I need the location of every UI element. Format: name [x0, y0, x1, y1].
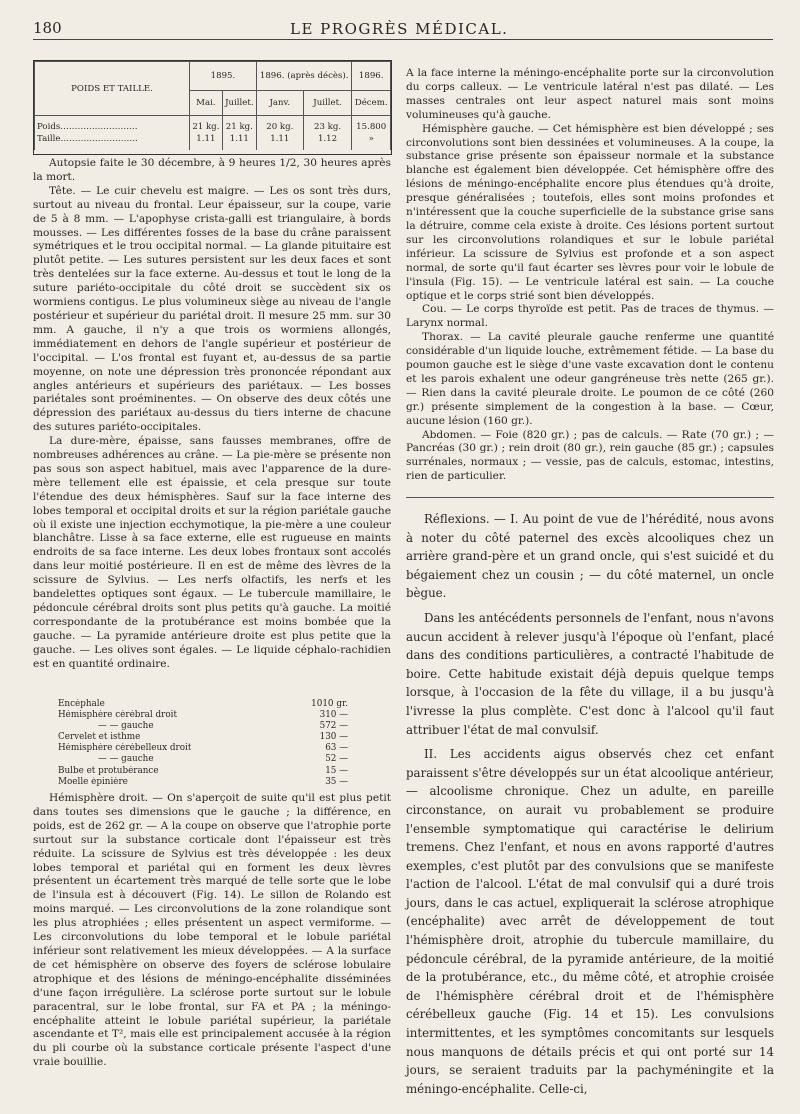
left-column-lower: [33, 792, 391, 1070]
month-header: Janv.: [256, 91, 303, 116]
head-paragraph: Tête. — Le cuir chevelu est maigre. — Les os sont très durs, surtout au niveau du frontal. Leur épaisseur, sur la coupe, varie de 5 à 8 mm. — L'apophyse crista-galli est triangulaire, à bords mousses. — Les différentes fosses de la base du crâne paraissent symétriques et le trou occipital normal. — La glande pituitaire est plutôt petite. — Les sutures persistent sur les deux faces et sont très dentelées sur la face externe. Au-dessus et tout le long de la suture pariéto-occipitale du côté droit se succèdent six os wormiens contigus. Le plus volumineux siège au niveau de l'angle postérieur et supérieur du pariétal droit. Il mesure 25 mm. sur 30 mm. A gauche, il n'y a que trois os wormiens allongés, immédiatement en dehors de l'angle supérieur et postérieur de l'occipital. — L'os frontal est fuyant et, au-dessus de sa partie moyenne, on note une dépression très prononcée répondant aux angles antérieurs et supérieurs des pariétaux. — Les bosses pariétales sont proéminentes. — On observe des deux côtés une dépression des pariétaux au-dessus du tiers interne de chacune des sutures pariéto-occipitales.: [33, 184, 391, 434]
list-item: — — gauche 52 —: [98, 754, 348, 765]
header-rule: [33, 39, 773, 40]
table-cell: 1.11: [190, 133, 223, 150]
list-item: Hémisphère cérébral droit 310 —: [58, 710, 348, 721]
autopsy-paragraph: Autopsie faite le 30 décembre, à 9 heures 1/2, 30 heures après la mort.: [33, 157, 391, 183]
weight-height-table: [33, 60, 392, 155]
year-header: 1896. (après décès).: [256, 62, 352, 91]
table-cell: 21 kg.: [190, 116, 223, 134]
year-header: 1895.: [190, 62, 257, 91]
left-hemisphere-paragraph: Hémisphère gauche. — Cet hémisphère est bien développé ; ses circonvolutions sont bien dessinées et volumineuses. A la coupe, la substance grise présente son épaisseur normale et la substance blanche est également bien développée. Cet hémisphère offre des lésions de méningo-encéphalite encore plus étendues qu'à droite, presque généralisées ; toutefois, elles sont moins profondes et n'intéressent que la couche superficielle de la substance grise sans la détruire, comme cela existe à droite. Ces lésions portent surtout sur les circonvolutions rolandiques et sur le lobule pariétal inférieur. La scissure de Sylvius est profonde et a son aspect normal, de sorte qu'il faut écarter ses lèvres pour voir le lobule de l'insula (Fig. 15). — Le ventricule latéral est sain. — La couche optique et le corps strié sont bien développés.: [406, 122, 774, 302]
page-number: 180: [33, 19, 62, 37]
table-row-label: Taille………………………: [35, 133, 190, 150]
list-item: Encéphale 1010 gr.: [58, 699, 348, 709]
abdomen-paragraph: Abdomen. — Foie (820 gr.) ; pas de calculs. — Rate (70 gr.) ; — Pancréas (30 gr.) ; rein droit (80 gr.), rein gauche (85 gr.) ; capsules surrénales, normaux ; — vessie, pas de calculs, estomac, intestins, rien de particulier.: [406, 428, 774, 483]
table-row: [35, 116, 391, 134]
year-header: 1896.: [352, 62, 391, 91]
month-header: Décem.: [352, 91, 391, 116]
reflection-paragraph-3: II. Les accidents aigus observés chez cet enfant paraissent s'être développés sur un état alcoolique antérieur, — alcoolisme chronique. Chez un adulte, en pareille circonstance, on aurait vu probablement se produire l'ensemble symptomatique qui caractérise le delirium tremens. Chez l'enfant, et nous en avons rapporté d'autres exemples, c'est plutôt par des convulsions que se manifeste l'action de l'alcool. L'état de mal convulsif qui a duré trois jours, dans le cas actuel, expliquerait la sclérose atrophique (encéphalite) avec arrêt de développement de tout l'hémisphère droit, atrophie du tubercule mamillaire, du pédoncule cérébral, de la pyramide antérieure, de la moitié de la protubérance, etc., du même côté, et atrophie croisée de l'hémisphère cérébral droit et de l'hémisphère cérébelleux gauche (Fig. 14 et 15). Les convulsions intermittentes, et les symptômes concomitants sur lesquels nous manquons de détails précis et qui ont porté sur 14 jours, se seraient traduits par la pachyméningite et la méningo-encéphalite. Celle-ci,: [406, 747, 774, 1096]
table-row-label-header: POIDS ET TAILLE.: [35, 62, 190, 116]
dura-mater-paragraph: La dure-mère, épaisse, sans fausses membranes, offre de nombreuses adhérences au crâne. — La pie-mère se présente non pas sous son aspect habituel, mais avec l'apparence de la dure-mère tellement elle est épaissie, et cela presque sur toute l'étendue des deux hémisphères. Sauf sur la face interne des lobes temporal et occipital droits et sur la région pariétale gauche où il existe une injection ecchymotique, la pie-mère a une couleur blanchâtre. Lisse à sa face externe, elle est rugueuse en maints endroits de sa face interne. Les deux lobes frontaux sont accolés dans leur moitié postérieure. Il en est de même des lèvres de la scissure de Sylvius. — Les nerfs olfactifs, les nerfs et les bandelettes optiques sont égaux. — Le tubercule mamillaire, le pédoncule cérébral droits sont plus petits qu'à gauche. La moitié correspondante de la protubérance est moins bombée que la gauche. — La pyramide antérieure droite est plus petite que la gauche. — Les olives sont égales. — Le liquide céphalo-rachidien est en quantité ordinaire.: [33, 435, 391, 670]
table-cell: 20 kg.: [256, 116, 303, 134]
reflection-paragraph-2: Dans les antécédents personnels de l'enfant, nous n'avons aucun accident à relever jusqu'à l'époque où l'enfant, placé dans des conditions particulières, a contracté l'habitude de boire. Cette habitude existait déjà depuis quelque temps lorsque, à l'occasion de la fête du village, il a bu jusqu'à l'ivresse la plus complète. C'est donc à l'alcool qu'il faut attribuer l'état de mal convulsif.: [406, 610, 774, 737]
month-header: Juillet.: [303, 91, 352, 116]
table-cell: 15.800: [352, 116, 391, 134]
paragraph: A la face interne la méningo-encéphalite porte sur la circonvolution du corps calleux. — Le ventricule latéral n'est pas dilaté. — Les masses centrales ont leur aspect naturel mais sont moins volumineuses qu'à gauche.: [406, 67, 774, 121]
list-item: Moelle épinière 35 —: [58, 776, 348, 787]
table-row-label: Poids………………………: [35, 116, 190, 134]
table-cell: 21 kg.: [222, 116, 256, 134]
table-cell: 23 kg.: [303, 116, 352, 134]
list-item: Bulbe et protubérance 15 —: [58, 765, 348, 776]
left-column: [33, 157, 391, 672]
neck-paragraph: Cou. — Le corps thyroïde est petit. Pas de traces de thymus. — Larynx normal.: [406, 303, 774, 330]
reflection-paragraph-1: Réflexions. — I. Au point de vue de l'hérédité, nous avons à noter du côté paternel des excès alcooliques chez un arrière grand-père et un grand oncle, qui s'est suicidé et du bégaiement chez un cousin ; — du côté maternel, un oncle bègue.: [406, 512, 774, 601]
right-hemisphere-paragraph: Hémisphère droit. — On s'aperçoit de suite qu'il est plus petit dans toutes ses dimensions que le gauche ; la différence, en poids, est de 262 gr. — A la coupe on observe que l'atrophie porte surtout sur la substance corticale dont l'épaisseur est très réduite. La scissure de Sylvius est très développée : les deux lobes temporal et pariétal qui en forment les deux lèvres présentent un écartement très marqué de telle sorte que le lobe de l'insula est à découvert (Fig. 14). Le sillon de Rolando est moins marqué. — Les circonvolutions de la zone rolandique sont les plus atrophiées ; elles présentent un aspect vermiforme. — Les circonvolutions du lobe temporal et le lobule pariétal inférieur sont relativement les mieux développées. — A la surface de cet hémisphère on observe des foyers de sclérose lobulaire atrophique et des lésions de méningo-encéphalite disséminées d'une façon irrégulière. La sclérose porte surtout sur le lobule paracentral, sur le lobe frontal, sur FA et PA ; la méningo-encéphalite atteint le lobule pariétal supérieur, la pariétale ascendante et T², mais elle est principalement accusée à la région du pli courbe où la substance corticale présente l'aspect d'une vraie bouillie.: [33, 792, 391, 1069]
brain-weights-list: [58, 699, 348, 788]
table-cell: »: [352, 133, 391, 150]
list-item: — — gauche 572 —: [98, 721, 348, 732]
month-header: Mai.: [190, 91, 223, 116]
month-header: Juillet.: [222, 91, 256, 116]
table-cell: 1.12: [303, 133, 352, 150]
right-column-top: [406, 67, 774, 484]
journal-title: LE PROGRÈS MÉDICAL.: [290, 20, 509, 38]
table-row: [35, 133, 391, 150]
list-item: Hémisphère cérébelleux droit 63 —: [58, 743, 348, 754]
thorax-paragraph: Thorax. — La cavité pleurale gauche renferme une quantité considérable d'un liquide louche, extrêmement fétide. — La base du poumon gauche est le siège d'une vaste excavation dont le contenu et les parois exhalent une odeur gangréneuse très nette (265 gr.). — Rien dans la cavité pleurale droite. Le poumon de ce côté (260 gr.) présente simplement de la congestion à la base. — Cœur, aucune lésion (160 gr.).: [406, 331, 774, 427]
reflections-section: [406, 510, 774, 1104]
table-cell: 1.11: [222, 133, 256, 150]
table-cell: 1.11: [256, 133, 303, 150]
list-item: Cervelet et isthme 130 —: [58, 732, 348, 743]
section-divider: [406, 497, 774, 498]
